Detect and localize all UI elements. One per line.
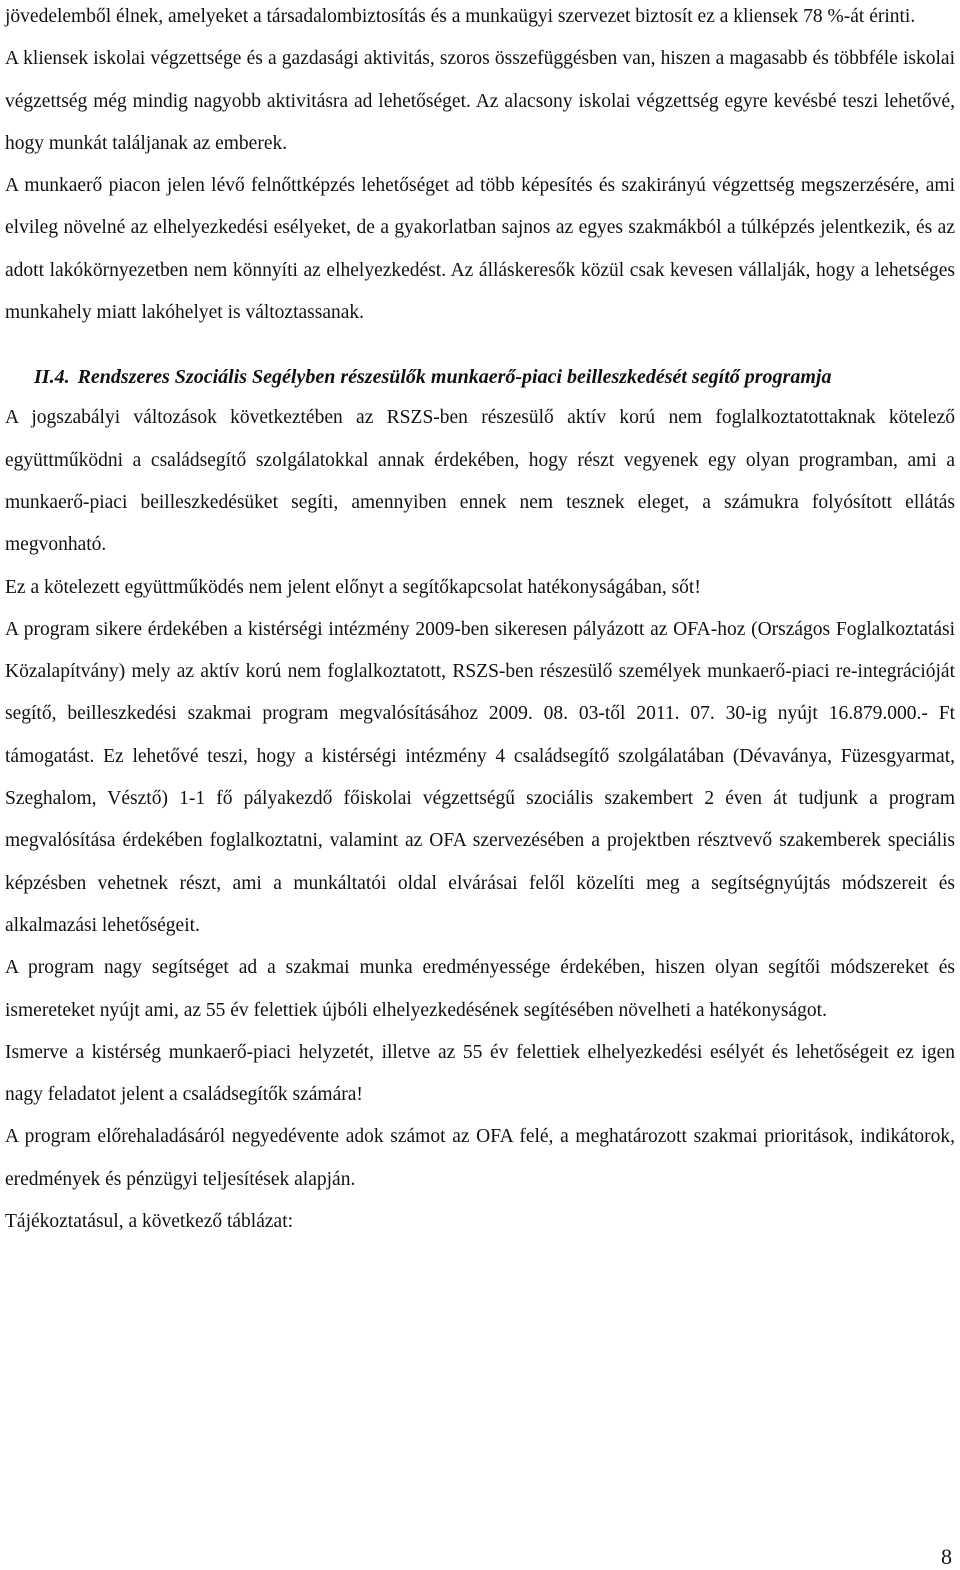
section-title: Rendszeres Szociális Segélyben részesülők munkaerő-piaci beilleszkedését segítő programja xyxy=(77,366,832,389)
paragraph-income-sources: jövedelemből élnek, amelyeket a társadalombiztosítás és a munkaügyi szervezet biztosít ez a kliensek 78 %-át érinti. xyxy=(5,6,916,27)
paragraph-ofa-grant: A program sikere érdekében a kistérségi intézmény 2009-ben sikeresen pályázott az OFA-hoz (Országos Foglalkoztatási Közalapítvány) mely az aktív korú nem foglalkoztatott, RSZS-ben részesülő személyek munkaerő-piaci re-integrációját segítő, beilleszkedési szakmai program megvalósításához 2009. 08. 03-től 2011. 07. 30-ig nyújt 16.879.000.- Ft támogatást. Ez lehetővé teszi, hogy a kistérségi intézmény 4 családsegítő szolgálatában (Dévaványa, Füzesgyarmat, Szeghalom, Vésztő) 1-1 fő pályakezdő főiskolai végzettségű szociális szakembert 2 éven át tudjunk a program megvalósítása érdekében foglalkoztatni, valamint az OFA szervezésében a projektben résztvevő szakemberek speciális képzésben vehetnek részt, ami a munkáltatói oldal elvárásai felől közelíti meg a segítségnyújtás módszereit és alkalmazási lehetőségeit. xyxy=(5,618,955,936)
page-number: 8 xyxy=(941,1544,952,1569)
paragraph-legal-changes: A jogszabályi változások következtében az RSZS-ben részesülő aktív korú nem foglalkoztatottaknak kötelező együttműködni a családsegítő szolgálatokkal annak érdekében, hogy részt vegyenek egy olyan programban, ami a munkaerő-piaci beilleszkedésüket segíti, amennyiben ennek nem tesznek eleget, a számukra folyósított ellátás megvonható. xyxy=(5,407,955,556)
paragraph-quarterly-report: A program előrehaladásáról negyedévente adok számot az OFA felé, a meghatározott szakmai prioritások, indikátorok, eredmények és pénzügyi teljesítések alapján. xyxy=(5,1126,955,1190)
paragraph-adult-education: A munkaerő piacon jelen lévő felnőttképzés lehetőséget ad több képesítés és szakirányú végzettség megszerzésére, ami elvileg növelné az elhelyezkedési esélyeket, de a gyakorlatban sajnos az egyes szakmákból a túlképzés jelentkezik, és az adott lakókörnyezetben nem könnyíti az elhelyezkedést. Az álláskeresők közül csak kevesen vállalják, hogy a lehetséges munkahely miatt lakóhelyet is változtassanak. xyxy=(5,175,955,324)
paragraph-mandatory-cooperation: Ez a kötelezett együttműködés nem jelent előnyt a segítőkapcsolat hatékonyságában, sőt! xyxy=(5,576,701,598)
paragraph-program-help: A program nagy segítséget ad a szakmai munka eredményessége érdekében, hiszen olyan segítői módszereket és ismereteket nyújt ami, az 55 év felettiek újbóli elhelyezkedésének segítésében növelheti a hatékonyságot. xyxy=(5,957,955,1021)
document-page xyxy=(5,0,955,1243)
paragraph-table-intro: Tájékoztatásul, a következő táblázat: xyxy=(5,1211,294,1233)
section-heading xyxy=(5,357,955,397)
paragraph-labour-market-situation: Ismerve a kistérség munkaerő-piaci helyzetét, illetve az 55 év felettiek elhelyezkedési esélyét és lehetőségeit ez igen nagy feladatot jelent a családsegítők számára! xyxy=(5,1041,955,1106)
section-number: II.4. xyxy=(34,366,70,389)
paragraph-education-activity: A kliensek iskolai végzettsége és a gazdasági aktivitás, szoros összefüggésben van, hiszen a magasabb és többféle iskolai végzettség még mindig nagyobb aktivitásra ad lehetőséget. Az alacsony iskolai végzettség egyre kevésbé teszi lehetővé, hogy munkát találjanak az emberek. xyxy=(5,48,955,154)
